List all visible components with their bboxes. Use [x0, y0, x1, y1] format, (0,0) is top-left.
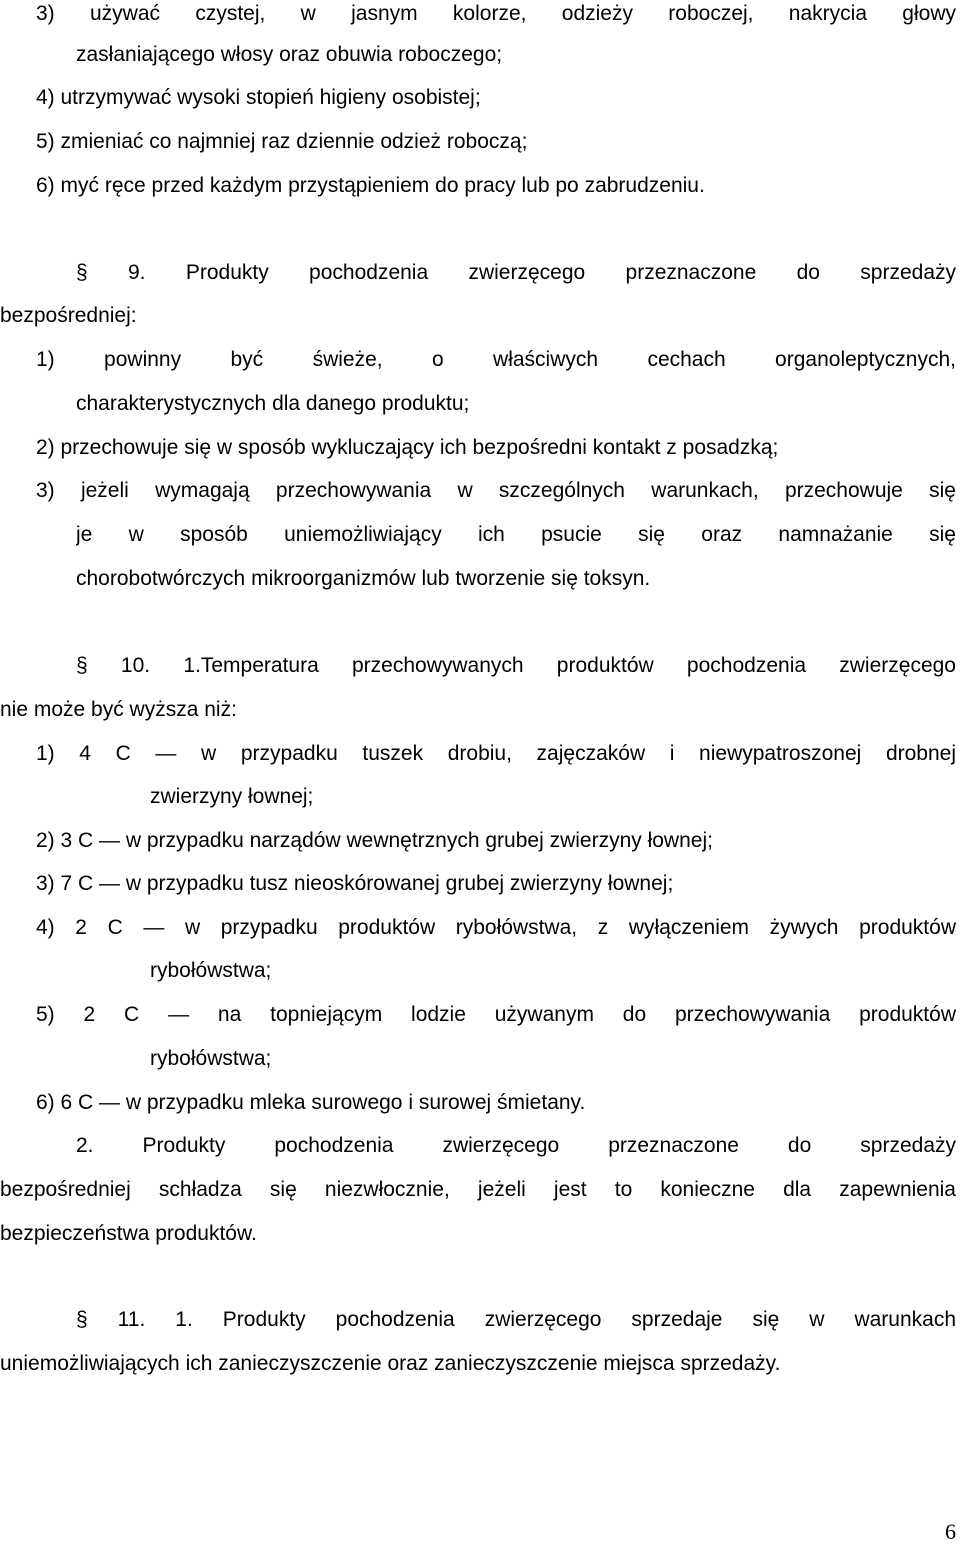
text-line: zasłaniającego włosy oraz obuwia roboczego;: [76, 43, 503, 66]
text-line: nie może być wyższa niż:: [0, 698, 237, 721]
paragraph-heading: § 11. 1. Produkty pochodzenia zwierzęcego sprzedaje się w warunkach: [76, 1308, 956, 1331]
text-line: 5) zmieniać co najmniej raz dziennie odzież roboczą;: [36, 130, 528, 153]
text-line: chorobotwórczych mikroorganizmów lub tworzenie się toksyn.: [76, 567, 651, 590]
paragraph-heading: § 9. Produkty pochodzenia zwierzęcego przeznaczone do sprzedaży: [76, 261, 956, 284]
text-line: 1) 4 C — w przypadku tuszek drobiu, zajęczaków i niewypatroszonej drobnej: [36, 742, 956, 765]
text-line: bezpieczeństwa produktów.: [0, 1222, 257, 1245]
text-line: 4) utrzymywać wysoki stopień higieny osobistej;: [36, 86, 481, 109]
text-line: 2. Produkty pochodzenia zwierzęcego przeznaczone do sprzedaży: [76, 1134, 956, 1157]
text-line: bezpośredniej:: [0, 304, 137, 327]
text-line: uniemożliwiających ich zanieczyszczenie oraz zanieczyszczenie miejsca sprzedaży.: [0, 1352, 781, 1375]
text-line: 6) myć ręce przed każdym przystąpieniem do pracy lub po zabrudzeniu.: [36, 174, 705, 197]
text-line: 2) 3 C — w przypadku narządów wewnętrznych grubej zwierzyny łownej;: [36, 829, 713, 852]
text-line: rybołówstwa;: [150, 959, 272, 982]
text-line: 3) 7 C — w przypadku tusz nieoskórowanej grubej zwierzyny łownej;: [36, 872, 674, 895]
text-line: charakterystycznych dla danego produktu;: [76, 392, 470, 415]
paragraph-heading: § 10. 1.Temperatura przechowywanych produktów pochodzenia zwierzęcego: [76, 654, 956, 677]
text-line: bezpośredniej schładza się niezwłocznie, jeżeli jest to konieczne dla zapewnienia: [0, 1178, 956, 1201]
text-line: 5) 2 C — na topniejącym lodzie używanym do przechowywania produktów: [36, 1003, 956, 1026]
text-line: 6) 6 C — w przypadku mleka surowego i surowej śmietany.: [36, 1091, 586, 1114]
page-number: 6: [945, 1519, 956, 1544]
text-line: 4) 2 C — w przypadku produktów rybołówstwa, z wyłączeniem żywych produktów: [36, 916, 956, 939]
text-line: 1) powinny być świeże, o właściwych cechach organoleptycznych,: [36, 348, 956, 371]
text-line: 2) przechowuje się w sposób wykluczający ich bezpośredni kontakt z posadzką;: [36, 436, 779, 459]
text-line: je w sposób uniemożliwiający ich psucie się oraz namnażanie się: [76, 523, 956, 546]
text-line: 3) używać czystej, w jasnym kolorze, odzieży roboczej, nakrycia głowy: [36, 2, 956, 25]
text-line: zwierzyny łownej;: [150, 785, 314, 808]
text-line: rybołówstwa;: [150, 1047, 272, 1070]
text-line: 3) jeżeli wymagają przechowywania w szczególnych warunkach, przechowuje się: [36, 479, 956, 502]
